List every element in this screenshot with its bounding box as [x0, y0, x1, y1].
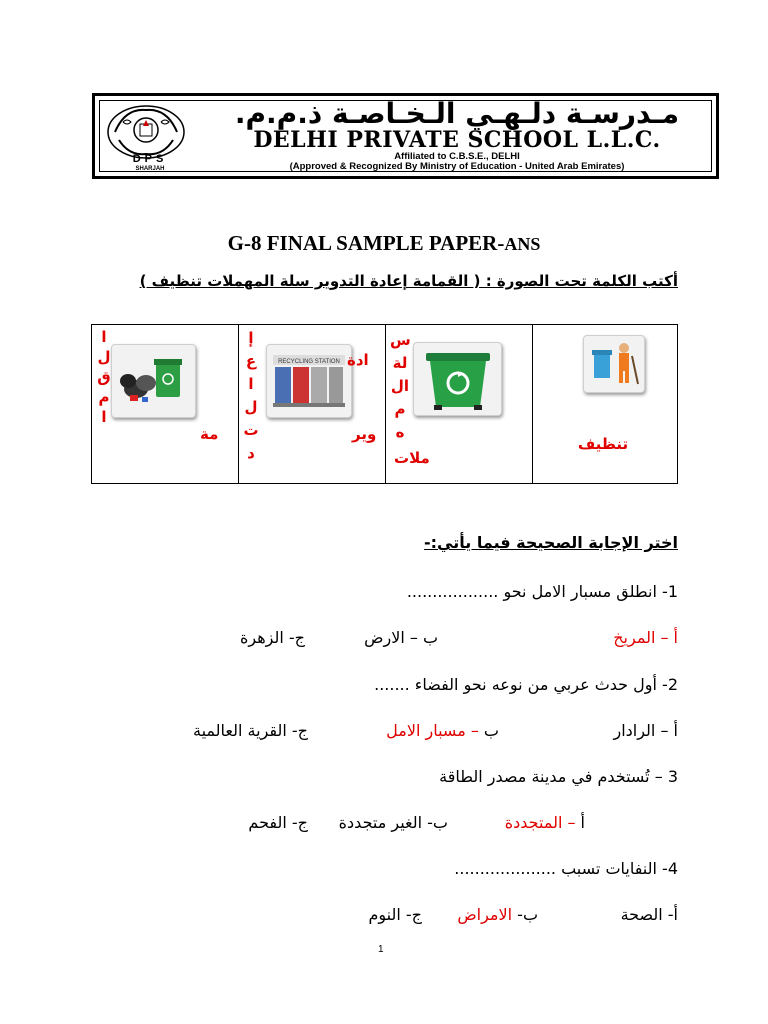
vertical-word-garbage: ا ل ق م ا [97, 328, 111, 426]
table-cell-recycle-bin [385, 325, 532, 483]
q2-option-c: ج- القرية العالمية [193, 721, 308, 740]
title-suffix: ANS [504, 234, 541, 254]
title-main: G-8 FINAL SAMPLE PAPER- [227, 231, 505, 255]
q4-option-a: أ- الصحة [620, 905, 678, 924]
q2-option-a: أ – الرادار [613, 721, 678, 740]
garbage-pile-icon [111, 344, 196, 418]
crest-abbreviation: DPS [132, 153, 168, 165]
question-2: 2- أول حدث عربي من نوعه نحو الفضاء ....... [374, 675, 678, 694]
q1-option-a: أ – المريخ [613, 628, 678, 647]
school-approval: (Approved & Recognized By Ministry of Education - United Arab Emirates) [289, 161, 625, 172]
q4-option-c: ج- النوم [368, 905, 422, 924]
school-english-name: DELHI PRIVATE SCHOOL L.L.C. [253, 127, 661, 153]
recycle-bin-icon [413, 342, 502, 416]
section-heading: اختر الإجابة الصحيحة فيما يأتي:- [424, 533, 678, 552]
vertical-word-recycle-bin: س لة ال م ه [390, 331, 411, 441]
word-fragment-recycling-mid: ادة [347, 351, 369, 369]
q4-option-b: ب- الامراض [457, 905, 538, 924]
question-4: 4- النفايات تسبب .................... [454, 859, 678, 878]
svg-text:RECYCLING STATION: RECYCLING STATION [278, 359, 340, 365]
q3-option-b: ب- الغير متجددة [338, 813, 448, 832]
table-cell-cleaning [532, 325, 677, 483]
table-cell-garbage [92, 325, 238, 483]
word-fragment-recycle-bin: ملات [394, 449, 430, 467]
page-number: 1 [378, 944, 384, 955]
street-cleaner-icon [583, 335, 645, 393]
school-logo-banner [92, 93, 719, 179]
word-fragment-garbage: مة [200, 425, 219, 443]
vertical-word-recycling: إ ع ا ل ت د [243, 329, 259, 462]
crest-city: SHARJAH [135, 166, 165, 172]
image-word-table [91, 324, 678, 484]
question-3: 3 – تُستخدم في مدينة مصدر الطاقة [439, 767, 678, 786]
school-arabic-name: مـدرسـة دلـهـي الـخـاصـة ذ.م.م. [234, 97, 680, 130]
question-1: 1- انطلق مسبار الامل نحو .................. [406, 582, 678, 601]
word-fragment-recycling: وير [352, 425, 377, 443]
q3-option-c: ج- الفحم [248, 813, 308, 832]
school-affiliation: Affiliated to C.B.S.E., DELHI [394, 151, 520, 162]
table-cell-recycling [238, 325, 385, 483]
q1-option-c: ج- الزهرة [240, 628, 305, 647]
recycling-station-icon [266, 344, 352, 418]
page-title [0, 231, 768, 256]
word-cleaning: تنظيف [577, 435, 629, 453]
instruction-text: أكتب الكلمة تحت الصورة : ( القمامة إعادة التدوير سلة المهملات تنظيف ) [139, 272, 678, 290]
q3-option-a: أ – المتجددة [504, 813, 585, 832]
q1-option-b: ب – الارض [364, 628, 438, 647]
q2-option-b: ب – مسبار الامل [386, 721, 499, 740]
